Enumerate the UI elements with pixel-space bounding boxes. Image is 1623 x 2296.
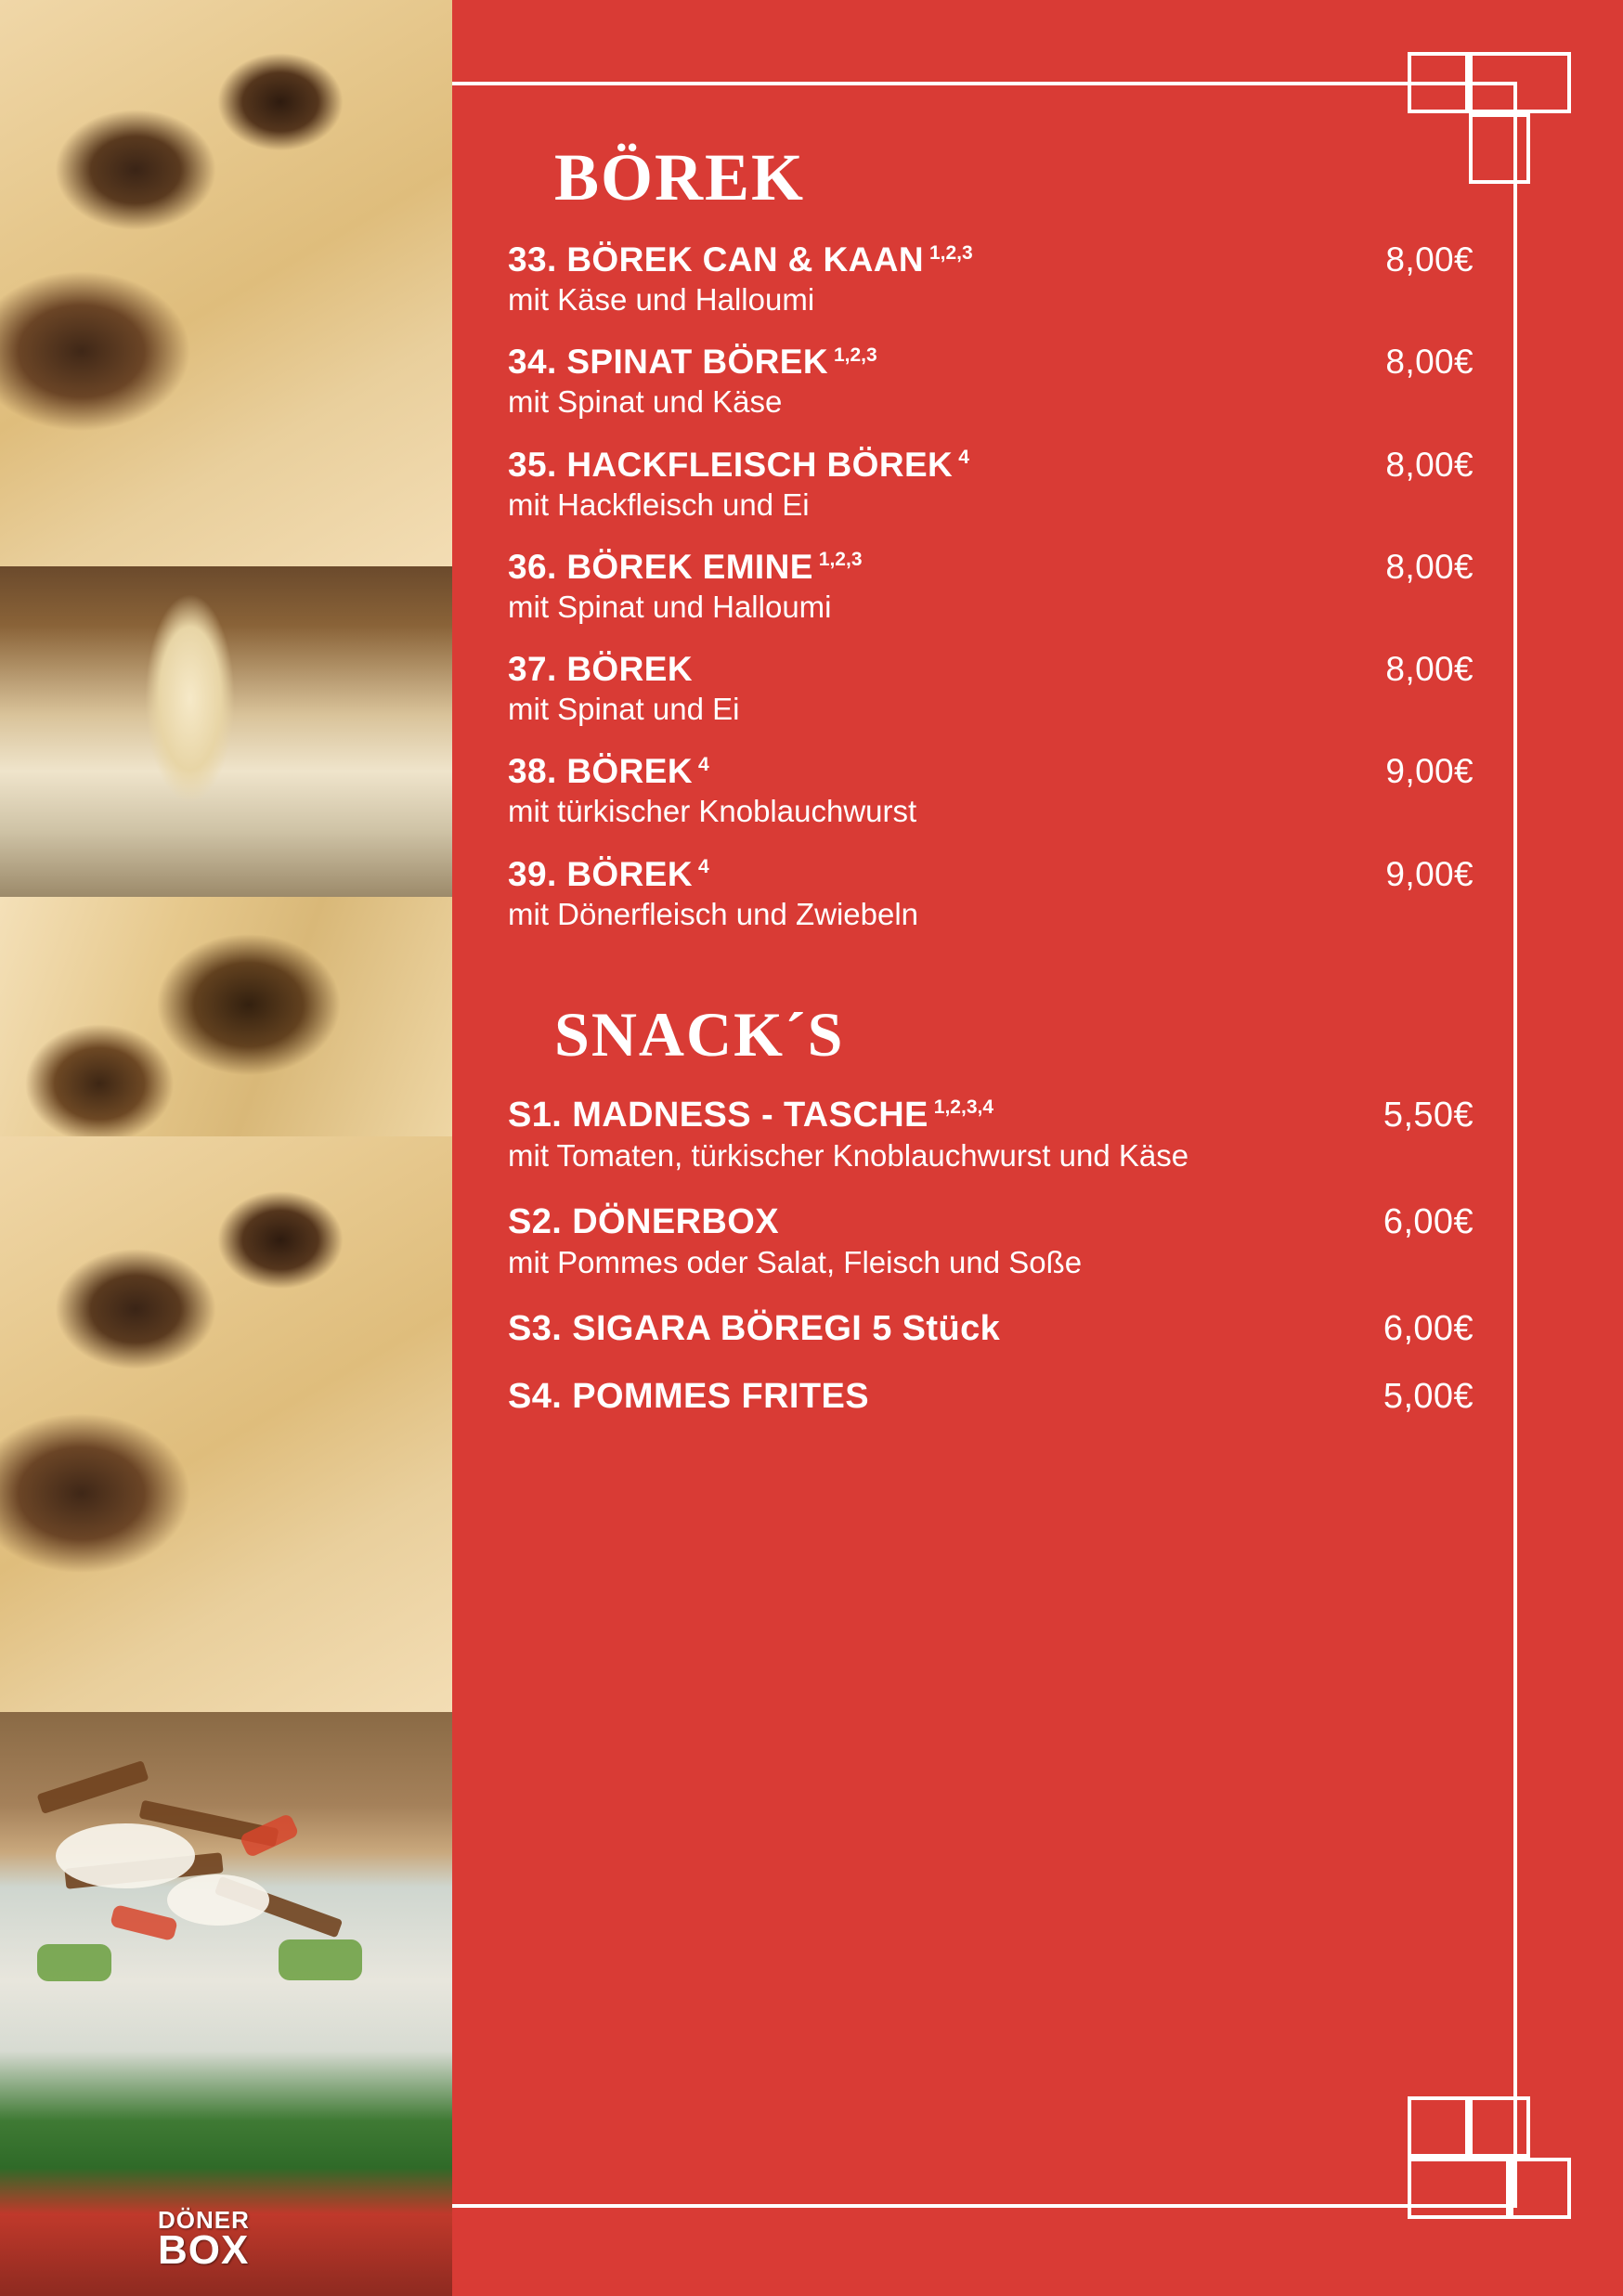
menu-item-price: 8,00€ [1385,445,1474,484]
menu-item [508,343,1474,421]
allergen-superscript: 1,2,3,4 [933,1096,994,1119]
menu-item [508,1377,1474,1417]
doener-box-label [158,2205,325,2274]
food-photo-doener-box [0,1712,452,2296]
menu-item-description: mit Pommes oder Salat, Fleisch und Soße [508,1245,1083,1279]
menu-item-name: 33. BÖREK CAN & KAAN $^{1,2,3}$ [508,240,973,279]
menu-item-name: 35. HACKFLEISCH BÖREK $^4$ [508,445,969,484]
menu-item-name: 38. BÖREK $^4$ [508,752,709,791]
menu-item [508,548,1474,626]
menu-item [508,446,1474,524]
menu-item-description: mit Spinat und Ei [508,692,740,726]
section-title-snacks: SNACK´S [554,998,845,1070]
menu-item-price: 9,00€ [1385,854,1474,893]
menu-item-price: 5,50€ [1383,1095,1474,1135]
menu-item [508,1309,1474,1349]
menu-item-price: 8,00€ [1385,547,1474,586]
menu-item-price: 5,00€ [1383,1377,1474,1417]
menu-item [508,240,1474,318]
menu-item-name: S2. DÖNERBOX [508,1202,779,1241]
menu-section-borek [508,240,1474,933]
menu-item-description: mit türkischer Knoblauchwurst [508,794,917,829]
menu-item [508,855,1474,933]
food-photo-cheese-pull [0,566,452,897]
allergen-superscript: 4 [958,447,969,469]
menu-item [508,1202,1474,1281]
allergen-superscript: 1,2,3 [928,241,973,264]
menu-item-description: mit Spinat und Halloumi [508,589,832,624]
section-title-borek: BÖREK [554,140,806,214]
menu-item-price: 6,00€ [1383,1202,1474,1241]
allergen-superscript: 1,2,3 [818,549,863,571]
allergen-superscript: 4 [697,856,709,878]
menu-section-snacks [508,1096,1474,1418]
menu-item-description: mit Tomaten, türkischer Knoblauchwurst und Käse [508,1137,1189,1173]
menu-item-description: mit Dönerfleisch und Zwiebeln [508,896,919,931]
menu-item [508,1096,1474,1174]
corner-square-bottom-4 [1510,2158,1571,2219]
allergen-superscript: 4 [697,753,709,775]
menu-item [508,650,1474,728]
menu-item-name: 39. BÖREK $^4$ [508,854,709,893]
menu-item-description: mit Käse und Halloumi [508,282,815,317]
allergen-superscript: 1,2,3 [833,344,877,366]
menu-item-price: 6,00€ [1383,1309,1474,1349]
doener-box-label-line1: DÖNER [158,2205,250,2234]
menu-item-name: S1. MADNESS - TASCHE $^{1,2,3,4}$ [508,1095,994,1135]
menu-item-name: 36. BÖREK EMINE $^{1,2,3}$ [508,547,863,586]
food-photo-borek-closeup [0,1136,452,1712]
menu-item-price: 8,00€ [1385,650,1474,688]
menu-item-price: 8,00€ [1385,240,1474,279]
menu-content [452,82,1517,2208]
menu-item-name: S3. SIGARA BÖREGI 5 Stück [508,1309,1001,1349]
menu-item-price: 8,00€ [1385,343,1474,382]
food-photo-borek-slices [0,0,452,566]
menu-item-name: S4. POMMES FRITES [508,1377,869,1417]
menu-item-description: mit Spinat und Käse [508,384,783,420]
menu-item [508,752,1474,830]
photo-strip [0,0,452,2296]
menu-item-name: 34. SPINAT BÖREK $^{1,2,3}$ [508,343,877,382]
doener-box-label-line2: BOX [158,2227,250,2274]
food-photo-borek-baked [0,897,452,1136]
menu-item-name: 37. BÖREK [508,650,693,688]
menu-item-description: mit Hackfleisch und Ei [508,486,810,522]
menu-item-price: 9,00€ [1385,752,1474,791]
